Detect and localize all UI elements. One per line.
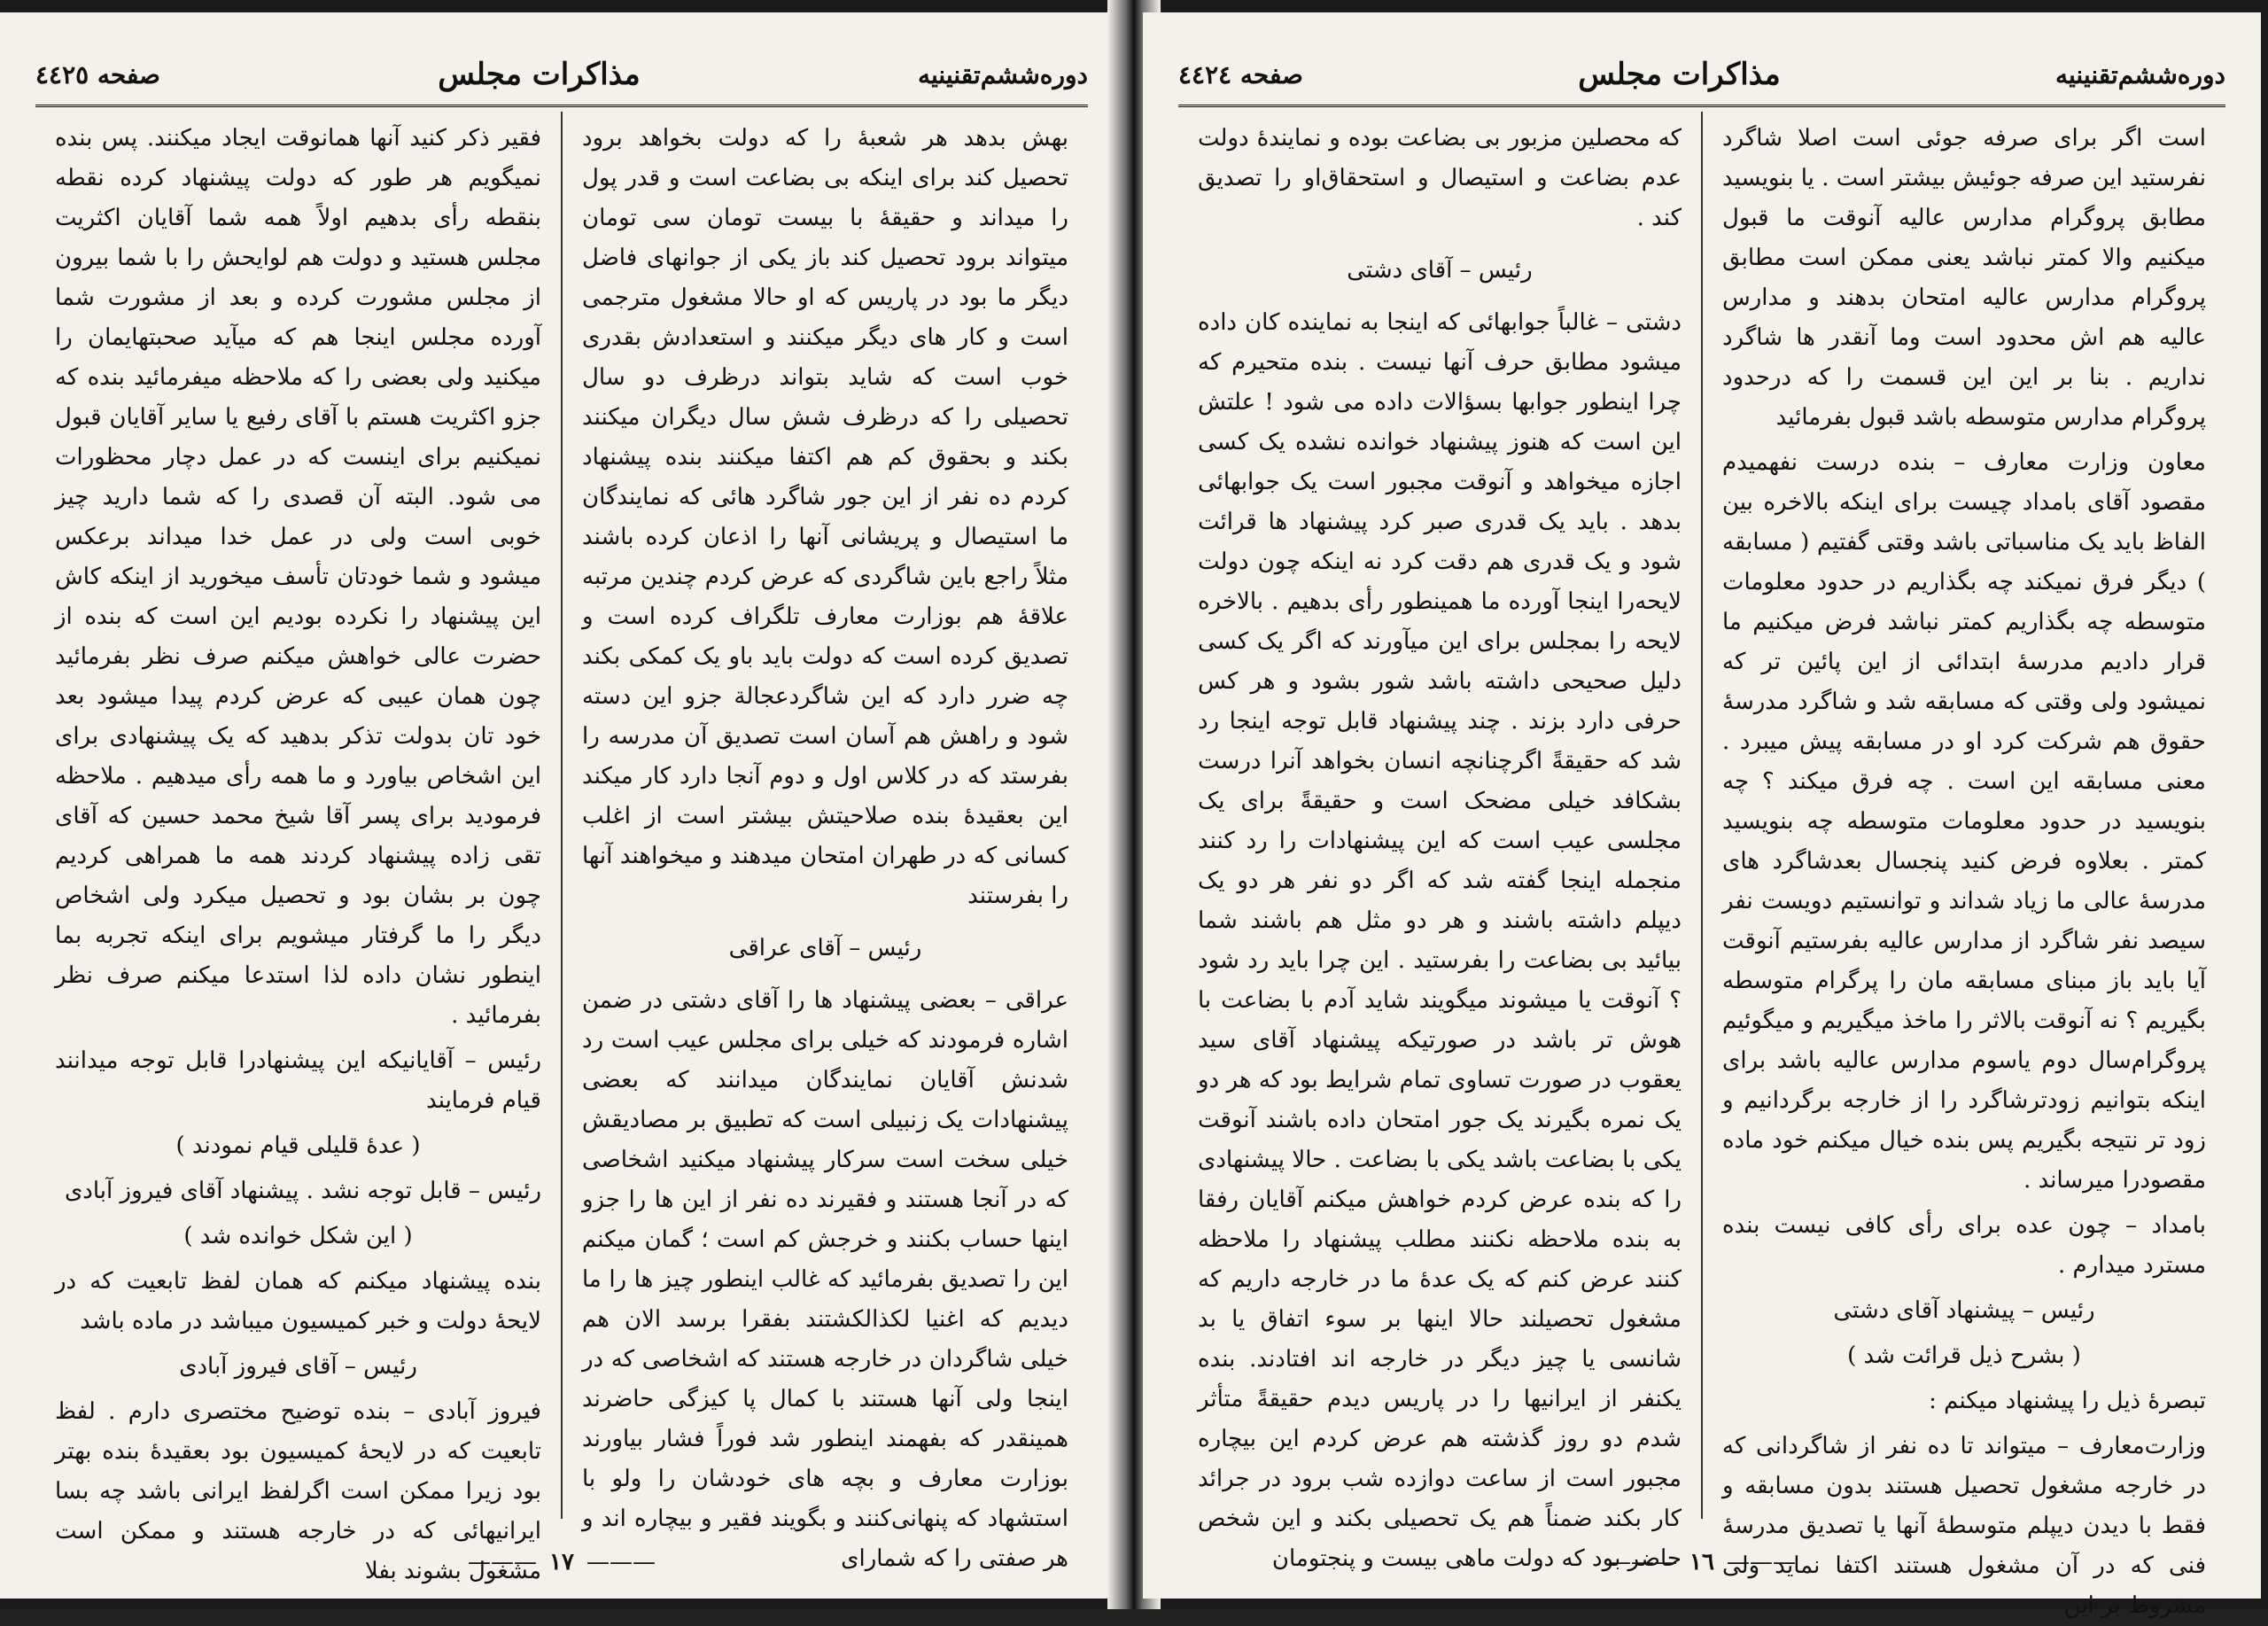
header-rule xyxy=(35,105,1088,107)
speaker-line: رئیس – آقای عراقی xyxy=(728,935,922,961)
publication-title: مذاکرات مجلس xyxy=(1578,57,1781,92)
page-number-label: صفحه ٤٤٢٤ xyxy=(1178,59,1303,89)
page-footer-number: ——— ١٧ ——— xyxy=(0,1549,1123,1575)
paragraph: بنده پیشنهاد میکنم که همان لفظ تابعیت که در لایحهٔ دولت و خبر کمیسیون میباشد در ماده باشد xyxy=(55,1268,541,1334)
publication-title: مذاکرات مجلس xyxy=(438,57,641,92)
paragraph: عراقی – بعضی پیشنهاد ها را آقای دشتی در ضمن اشاره فرمودند که خیلی برای مجلس عیب است رد شدنش آقایان نمایندگان میدانند که بعضی پیشنهادات یک زنبیلی است که تطبیق بر مصادیقش خیلی سخت است سرکار پیشنهاد میکنید اشخاصی که در آنجا هستند و فقیرند ده نفر از این ها را جزو اینها حساب بکنند و خرجش کم است ؛ گمان میکنم این را تصدیق بفرمائید که غالب اینطور چیز ها را ما دیدیم که اغنیا لکذالکشتند بفقرا برسد الان هم خیلی شاگردان در خارجه هستند که اشخاصی که در اینجا ولی آنها هستند با کمال پا کیزگی حاضرند همینقدر که بفهمند اینطور شد فوراً فشار بیاورند بوزارت معارف و بچه های خودشان را ولو با استشهاد که پنهانی‌کنند و بگویند فقیر و بیچاره اند و هر صفتی را که شمارای xyxy=(582,987,1068,1572)
header-rule xyxy=(1178,105,2225,107)
paragraph: وزارت‌معارف – میتواند تا ده نفر از شاگردانی که در خارجه مشغول تحصیل هستند بدون مسابقه و فقط با دیدن دیپلم متوسطهٔ آنها یا تصدیق مدرسهٔ فنی که در آن مشغول هستند اکتفا نماید ولی مشروط بر این xyxy=(1722,1433,2206,1619)
stage-note: ( این شکل خوانده شد ) xyxy=(183,1223,413,1249)
stage-note: ( عدهٔ قلیلی قیام نمودند ) xyxy=(175,1132,421,1159)
paragraph: فقیر ذکر کنید آنها همانوقت ایجاد میکنند. پس بنده نمیگویم هر طور که دولت پیشنهاد کرده نقطه بنقطه رأی بدهیم اولاً همه شما آقایان اکثریت مجلس هستید و دولت هم لوایحش را با شما بیرون از مجلس مشورت کرده و بعد از مشورت شما آورده مجلس اینجا هم که میآید صحبتهایمان را میکنید ولی بعضی را که ملاحظه میفرمائید بنده که جزو اکثریت هستم با آقای رفیع یا سایر آقایان قبول نمیکنیم برای اینست که در عمل دچار محظورات می شود. البته آن قصدی را که شما دارید چیز خوبی است ولی در عمل خدا میداند برعکس میشود و شما خودتان تأسف میخورید از اینکه کاش این پیشنهاد را نکرده بودیم این است که بنده از حضرت عالی خواهش میکنم صرف نظر بفرمائید چون همان عیبی که عرض کردم پیدا میشود بعد خود تان بدولت تذکر بدهید که یک پیشنهادی برای این اشخاص بیاورد و ما همه رأی میدهیم . ملاحظه فرمودید برای پسر آقا شیخ محمد حسین که آقای تقی زاده پیشنهاد کردند همه ما همراهی کردیم چون بر بشان بود و تحصیل میکرد ولی اشخاص دیگر را ما گرفتار میشویم برای اینکه تجربه بما اینطور نشان داده لذا استدعا میکنم صرف نظر بفرمائید . xyxy=(55,125,541,1029)
paragraph: رئیس – آقایانیکه این پیشنهادرا قابل توجه میدانند قیام فرمایند xyxy=(55,1047,541,1114)
page-header xyxy=(35,48,1088,101)
stage-note: ( بشرح ذیل قرائت شد ) xyxy=(1847,1342,2081,1369)
paragraph: رئیس – قابل توجه نشد . پیشنهاد آقای فیروز آبادی xyxy=(64,1178,541,1204)
paragraph: که محصلین مزبور بی بضاعت بوده و نمایندهٔ دولت عدم بضاعت و استیصال و استحقاق‌او را تصدیق کند . xyxy=(1198,125,1682,231)
column-right xyxy=(1703,112,2225,1619)
page-footer-number: ——— ١٦ ——— xyxy=(1143,1549,2261,1575)
speaker-line: رئیس – آقای دشتی xyxy=(1347,257,1533,284)
speaker-line: رئیس – آقای فیروز آبادی xyxy=(179,1353,417,1380)
paragraph: است اگر برای صرفه جوئی است اصلا شاگرد نفرستید این صرفه جوئیش بیشتر است . یا بنویسید مطابق پروگرام مدارس عالیه آنوقت ما قبول میکنیم والا کمتر نباشد یعنی ممکن است مطابق پروگرام مدارس عالیه امتحان بدهند و مدارس عالیه هم اش محدود است وما آنقدر ها شاگرد نداریم . بنا بر این این قسمت را که درحدود پروگرام مدارس متوسطه باشد قبول بفرمائید xyxy=(1722,125,2206,431)
paragraph: تبصرهٔ ذیل را پیشنهاد میکنم : xyxy=(1929,1388,2206,1414)
session-label: دوره‌ششم‌تقنینیه xyxy=(917,59,1088,89)
paragraph: بهش بدهد هر شعبهٔ را که دولت بخواهد برود تحصیل کند برای اینکه بی بضاعت است و قدر پول را میداند و حقیقهٔ با بیست تومان سی تومان میتواند برود تحصیل کند باز یکی از جوانهای فاضل دیگر ما بود در پاریس که او حالا مشغول مترجمی است و کار های دیگر میکنند و استعدادش بقدری خوب است که شاید بتواند درظرف دو سال تحصیلی را که درظرف شش سال دیگران میکنند بکند و بحقوق کم هم اکتفا میکنند بنده پیشنهاد کردم ده نفر از این جور شاگرد هائی که نمایندگان ما استیصال و پریشانی آنها را اذعان کرده باشند مثلاً راجع باین شاگردی که عرض کردم چندین مرتبه علاقهٔ هم بوزارت معارف تلگراف کرده است و تصدیق کرده است که دولت باید باو یک کمکی بکند چه ضرر دارد که این شاگردعجالة جزو این دسته شود و راهش هم آسان است تصدیق آن مدرسه را بفرستد که در کلاس اول و دوم آنجا دارد کار میکند این بعقیدهٔ بنده صلاحیتش بیشتر است از اغلب کسانی که در طهران امتحان میدهند و میخواهند آنها را بفرستند xyxy=(582,125,1068,909)
page-number-label: صفحه ٤٤٢٥ xyxy=(35,59,160,89)
paragraph: فیروز آبادی – بنده توضیح مختصری دارم . لفظ تابعیت که در لایحهٔ کمیسیون بود بعقیدهٔ بنده بهتر بود زیرا ممکن است اگرلفظ ایرانی باشد چه بسا ایرانیهائی که در خارجه هستند و ممکن است مشغول بشوند بفلا xyxy=(55,1398,541,1584)
paragraph: بامداد – چون عده برای رأی کافی نیست بنده مسترد میدارم . xyxy=(1722,1212,2206,1279)
page-4425 xyxy=(0,12,1123,1599)
speaker-line: رئیس – پیشنهاد آقای دشتی xyxy=(1833,1297,2095,1324)
page-4424 xyxy=(1143,12,2261,1619)
paragraph: معاون وزارت معارف – بنده درست نفهمیدم مقصود آقای بامداد چیست برای اینکه بالاخره بین الفاظ باید یک مناسباتی باشد وقتی گفتیم ( مسابقه ) دیگر فرق نمیکند چه بگذاریم در حدود معلومات متوسطه چه بگذاریم کمتر نباشد فرض میکنیم ما قرار دادیم مدرسهٔ ابتدائی از این پائین تر که نمیشود ولی وقتی که مسابقه شد و شاگرد مدرسهٔ حقوق هم شرکت کرد او در مسابقه پیش میبرد . معنی مسابقه این است . چه فرق میکند ؟ چه بنویسید در حدود معلومات متوسطه چه بنویسید کمتر . بعلاوه فرض کنید پنجسال بعدشاگرد های مدرسهٔ عالی ما زیاد شداند و توانستیم دویست نفر سیصد نفر شاگرد از مدارس عالیه بفرستیم آنوقت آیا باید باز مبنای مسابقه مان را پرگرام متوسطه بگیریم ؟ نه آنوقت بالاثر را ماخذ میگیریم و میگوئیم پروگرام‌سال دوم یاسوم مدارس عالیه باشد برای اینکه بتوانیم زودترشاگرد را از خارجه برگردانیم و زود تر نتیجه بگیریم پس بنده خیال میکنم خود ماده مقصودرا میرساند . xyxy=(1722,449,2206,1194)
paragraph: دشتی – غالباً جوابهائی که اینجا به نماینده کان داده میشود مطابق حرف آنها نیست . بنده متحیرم که چرا اینطور جوابها بسؤالات داده می شود ! علتش این است که هنوز پیشنهاد خوانده نشده یک کسی اجازه میخواهد و آنوقت مجبور است یک جوابهائی بدهد . باید یک قدری صبر کرد پیشنهاد ها قرائت شود و یک قدری هم دقت کرد نه اینکه چون دولت لایحه‌را اینجا آورده ما همینطور رأی بدهیم . بالاخره لایحه را بمجلس برای این میآورند که اگر یک کسی دلیل صحیحی داشته باشد شور بشود و هر کس حرفی دارد بزند . چند پیشنهاد قابل توجه اینجا رد شد که حقیقةً اگرچنانچه انسان بخواهد آنرا درست بشکافد خیلی مضحک است و حقیقةً برای یک مجلسی عیب است که این پیشنهادات را رد کنند منجمله اینجا گفته شد که اگر دو نفر هر دو یک دیپلم داشته باشند و هر دو مثل هم باشند شما بیائید بی بضاعت را بفرستید . این چرا باید رد شود ؟ آنوقت یا میشوند میگویند شاید آدم با بضاعت با هوش تر باشد در صورتیکه پیشنهاد آقای سید یعقوب در صورت تساوی تمام شرایط بود که هر دو یک نمره بگیرند یک جور امتحان داده باشند آنوقت یکی با بضاعت باشد یکی با بضاعت . حالا پیشنهادی را که بنده عرض کردم خواهش میکنم آقایان رفقا به بنده ملاحظه نکنند مطلب پیشنهاد را ملاحظه کنند عرض کنم که یک عدهٔ ما در خارجه داریم که مشغول تحصیلند حالا اینها بر سوء اتفاق یا بد شانسی یا چیز دیگر در خارجه اند افتادند. بنده یکنفر از ایرانیها را در پاریس دیدم حقیقةً متأثر شدم دو روز گذشته هم عرض کردم این بیچاره مجبور است از ساعت دوازده شب برود در جرائد کار بکند ضمناً هم یک تحصیلی بکند و این شخص حاضر بود که دولت ماهی بیست و پنجتومان xyxy=(1198,309,1682,1572)
page-header xyxy=(1178,48,2225,101)
session-label: دوره‌ششم‌تقنینیه xyxy=(2054,59,2225,89)
column-right xyxy=(563,112,1088,1572)
column-left xyxy=(1178,112,1703,1572)
